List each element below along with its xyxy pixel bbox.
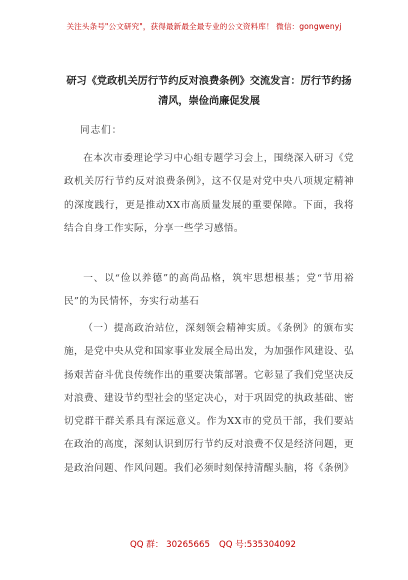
- section-paragraph: （一）提高政治站位，深刻领会精神实质。《条例》的颁布实施，是党中央从党和国家事业发展全局出发，为加强作风建设、弘扬艰苦奋斗优良传统作出的重要决策部署。它彰显了我们党坚决反对浪费、建设节约型社会的坚定决心，对于巩固党的执政基础、密切党群干群关系具有深远意义。作为XX市的党员干部，我们要站在政治的高度，深刻认识到厉行节约反对浪费不仅是经济问题，更是政治问题、作风问题。我们必须时刻保持清醒头脑，将《条例》: [64, 323, 354, 474]
- intro-paragraph: 在本次市委理论学习中心组专题学习会上，围绕深入研习《党政机关厉行节约反对浪费条例》，这不仅是对党中央八项规定精神的深度践行，更是推动XX市高质量发展的重要保障。下面，我将结合自身工作实际，分享一些学习感悟。: [64, 153, 354, 234]
- section-heading: 一、以“俭以养德”的高尚品格，筑牢思想根基；党“节用裕民”的为民情怀，夯实行动基石: [64, 273, 354, 308]
- qq-group-number: QQ 群： 30265665: [130, 540, 210, 550]
- qq-account-number: QQ 号:535304092: [219, 540, 296, 550]
- header-banner: 关注头条号"公文研究"，获得最新最全最专业的公文资料库！ 微信：gongwenyj: [66, 22, 342, 31]
- greeting: 同志们：: [80, 125, 123, 136]
- document-title: 研习《党政机关厉行节约反对浪费条例》交流发言：厉行节约扬清风，崇俭尚廉促发展: [66, 76, 352, 107]
